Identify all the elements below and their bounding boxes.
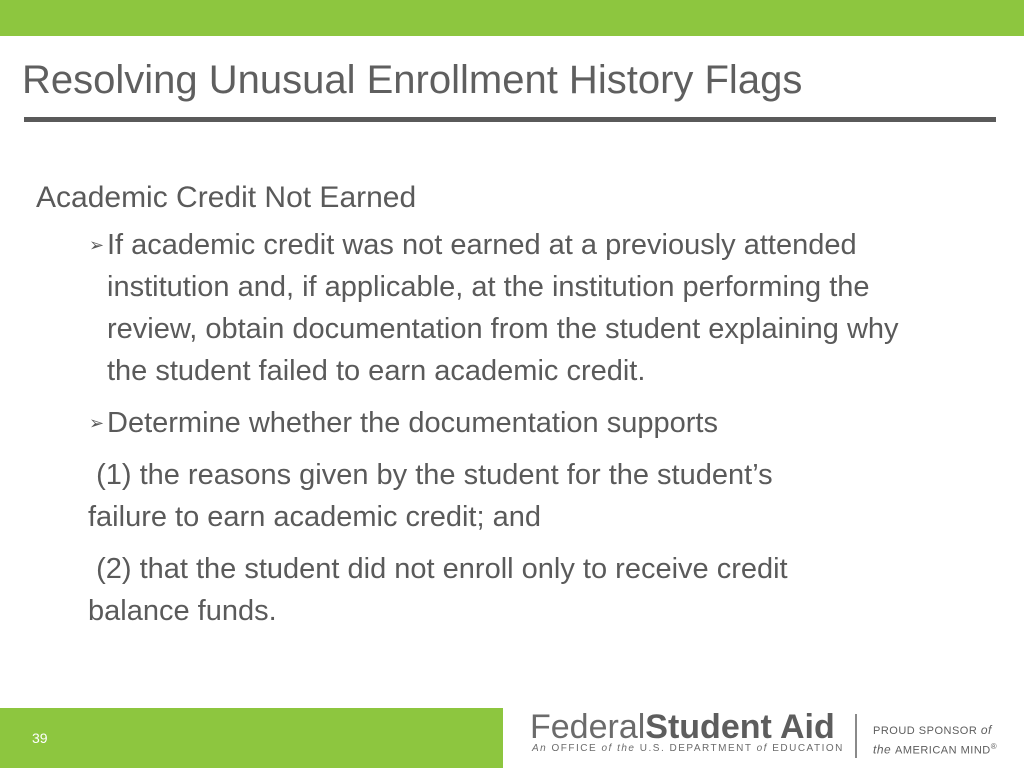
logo-divider	[855, 714, 857, 758]
bullet-text: If academic credit was not earned at a previously attended institution and, if applicable, at the institution performing the review, obtain documentation from the student explaining why the student failed to earn academic credit.	[107, 229, 899, 387]
footer-green-bar	[0, 708, 503, 768]
logo-sub-part: of	[601, 743, 618, 754]
proud-line1: PROUD SPONSOR	[873, 725, 981, 737]
slide-title: Resolving Unusual Enrollment History Flags	[22, 58, 803, 102]
logo-student-aid: Student Aid	[645, 708, 835, 746]
proud-line2: AMERICAN MIND	[895, 744, 991, 757]
bullet-text: Determine whether the documentation supports	[107, 407, 718, 439]
logo-sub-part: EDUCATION	[772, 743, 844, 754]
logo-federal: Federal	[530, 708, 646, 746]
slide-content	[36, 178, 936, 632]
sub-paragraph: (1) the reasons given by the student for the student’s failure to earn academic credit; and	[88, 459, 781, 533]
section-heading: Academic Credit Not Earned	[36, 181, 417, 214]
proud-of: of	[980, 723, 992, 737]
logo-subtitle	[532, 743, 844, 754]
logo-sub-part: U.S. DEPARTMENT	[639, 743, 757, 754]
federal-student-aid-logo	[530, 710, 1015, 762]
bullet-item	[89, 224, 936, 392]
top-accent-bar	[0, 0, 1024, 36]
logo-sub-part: of	[756, 743, 773, 754]
proud-the: the	[873, 742, 896, 757]
title-underline	[24, 117, 996, 122]
sub-paragraph: (2) that the student did not enroll only to receive credit balance funds.	[88, 553, 796, 627]
arrow-bullet-icon: ➢	[89, 235, 105, 255]
logo-wordmark	[530, 710, 835, 744]
arrow-bullet-icon: ➢	[89, 413, 105, 433]
registered-mark: ®	[990, 742, 998, 751]
proud-sponsor-text	[873, 722, 997, 759]
logo-sub-part: An	[532, 743, 552, 754]
page-number: 39	[32, 730, 48, 746]
bullet-item	[89, 402, 936, 444]
logo-sub-part: the	[617, 743, 640, 754]
logo-sub-part: OFFICE	[551, 743, 602, 754]
